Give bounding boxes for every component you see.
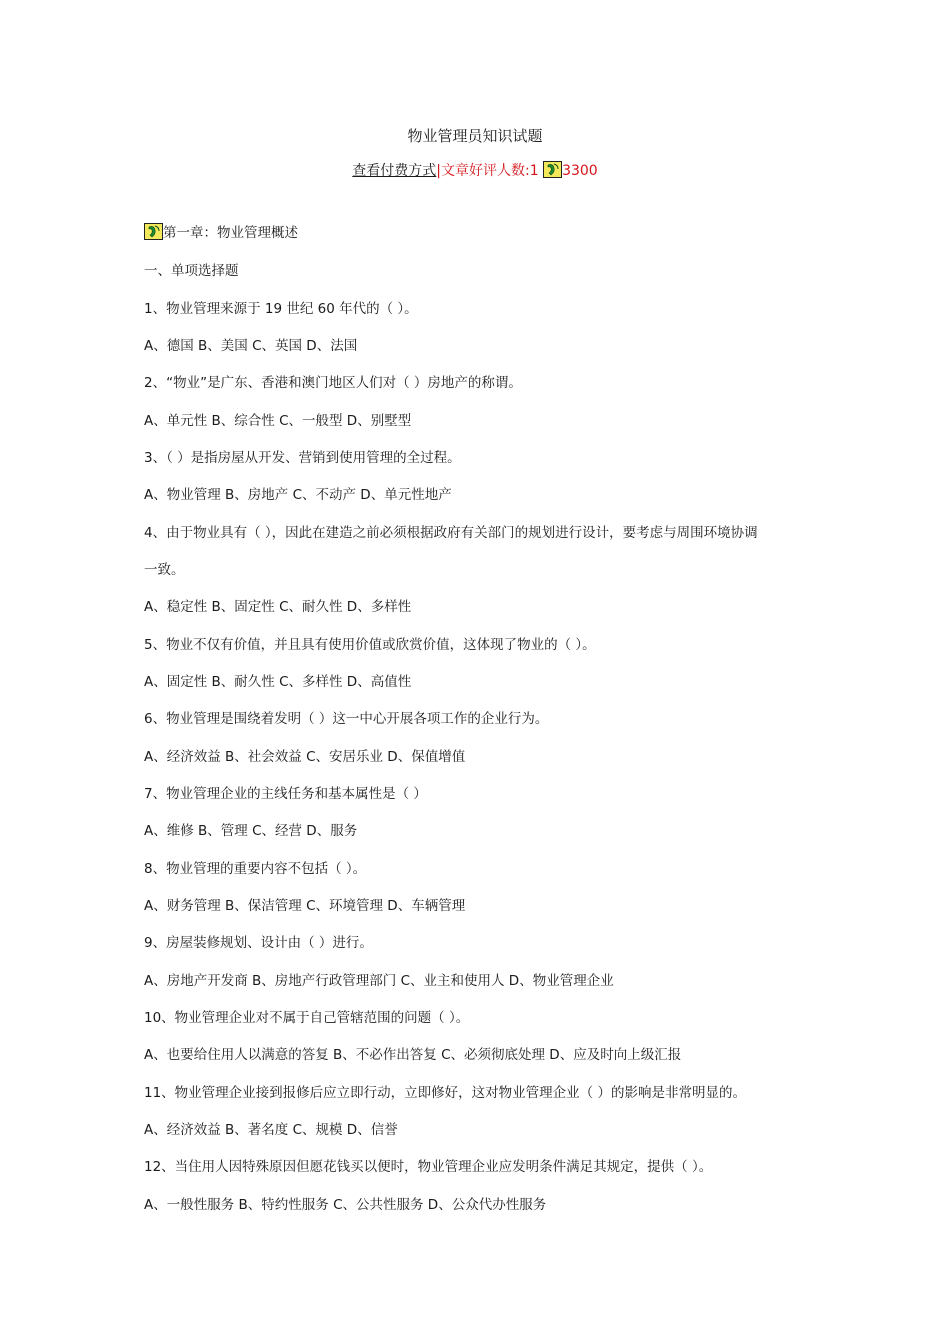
meta-separator: | — [436, 163, 441, 179]
question-line: 12、当住用人因特殊原因但愿花钱买以便时，物业管理企业应发明条件满足其规定，提供（ ）。 — [144, 1159, 713, 1175]
pay-method-link[interactable]: 查看付费方式 — [352, 163, 437, 179]
document-title: 物业管理员知识试题 — [407, 127, 543, 145]
answer-options-line: A、固定性 B、耐久性 C、多样性 D、高值性 — [144, 674, 412, 690]
answer-options-line: A、房地产开发商 B、房地产行政管理部门 C、业主和使用人 D、物业管理企业 — [144, 973, 614, 989]
question-line: 11、物业管理企业接到报修后应立即行动，立即修好，这对物业管理企业（ ）的影响是非常明显的。 — [144, 1085, 746, 1101]
answer-options-line: A、物业管理 B、房地产 C、不动产 D、单元性地产 — [144, 487, 452, 503]
answer-options-line: A、德国 B、美国 C、英国 D、法国 — [144, 338, 358, 354]
answer-options-line: A、经济效益 B、著名度 C、规模 D、信誉 — [144, 1122, 398, 1138]
question-line: 7、物业管理企业的主线任务和基本属性是（ ） — [144, 786, 427, 802]
question-line: 1、物业管理来源于 19 世纪 60 年代的（ ）。 — [144, 301, 418, 317]
view-count: 3300 — [562, 163, 598, 179]
question-line-continued: 一致。 — [144, 562, 185, 578]
question-line: 4、由于物业具有（ ），因此在建造之前必须根据政府有关部门的规划进行设计，要考虑与周围环境协调 — [144, 525, 758, 541]
section-title: 一、单项选择题 — [144, 263, 239, 279]
rating-badge-icon — [543, 161, 562, 178]
answer-options-line: A、稳定性 B、固定性 C、耐久性 D、多样性 — [144, 599, 412, 615]
question-line: 9、房屋装修规划、设计由（ ）进行。 — [144, 935, 373, 951]
answer-options-line: A、单元性 B、综合性 C、一般型 D、别墅型 — [144, 413, 412, 429]
question-line: 6、物业管理是围绕着发明（ ）这一中心开展各项工作的企业行为。 — [144, 711, 549, 727]
document-meta-bar — [0, 160, 950, 182]
answer-options-line: A、财务管理 B、保洁管理 C、环境管理 D、车辆管理 — [144, 898, 466, 914]
answer-options-line: A、也要给住用人以满意的答复 B、不必作出答复 C、必须彻底处理 D、应及时向上级汇报 — [144, 1047, 682, 1063]
chapter-badge-icon — [144, 223, 163, 240]
chapter-title: 第一章：物业管理概述 — [163, 225, 298, 241]
answer-options-line: A、经济效益 B、社会效益 C、安居乐业 D、保值增值 — [144, 749, 466, 765]
question-line: 5、物业不仅有价值，并且具有使用价值或欣赏价值，这体现了物业的（ ）。 — [144, 637, 596, 653]
question-line: 8、物业管理的重要内容不包括（ ）。 — [144, 861, 367, 877]
rating-label: 文章好评人数:1 — [441, 163, 539, 179]
answer-options-line: A、维修 B、管理 C、经营 D、服务 — [144, 823, 358, 839]
question-line: 3、（ ）是指房屋从开发、营销到使用管理的全过程。 — [144, 450, 461, 466]
question-line: 2、“物业”是广东、香港和澳门地区人们对（ ）房地产的称谓。 — [144, 375, 522, 391]
chapter-heading — [144, 222, 298, 244]
question-line: 10、物业管理企业对不属于自己管辖范围的问题（ ）。 — [144, 1010, 470, 1026]
answer-options-line: A、一般性服务 B、特约性服务 C、公共性服务 D、公众代办性服务 — [144, 1197, 547, 1213]
